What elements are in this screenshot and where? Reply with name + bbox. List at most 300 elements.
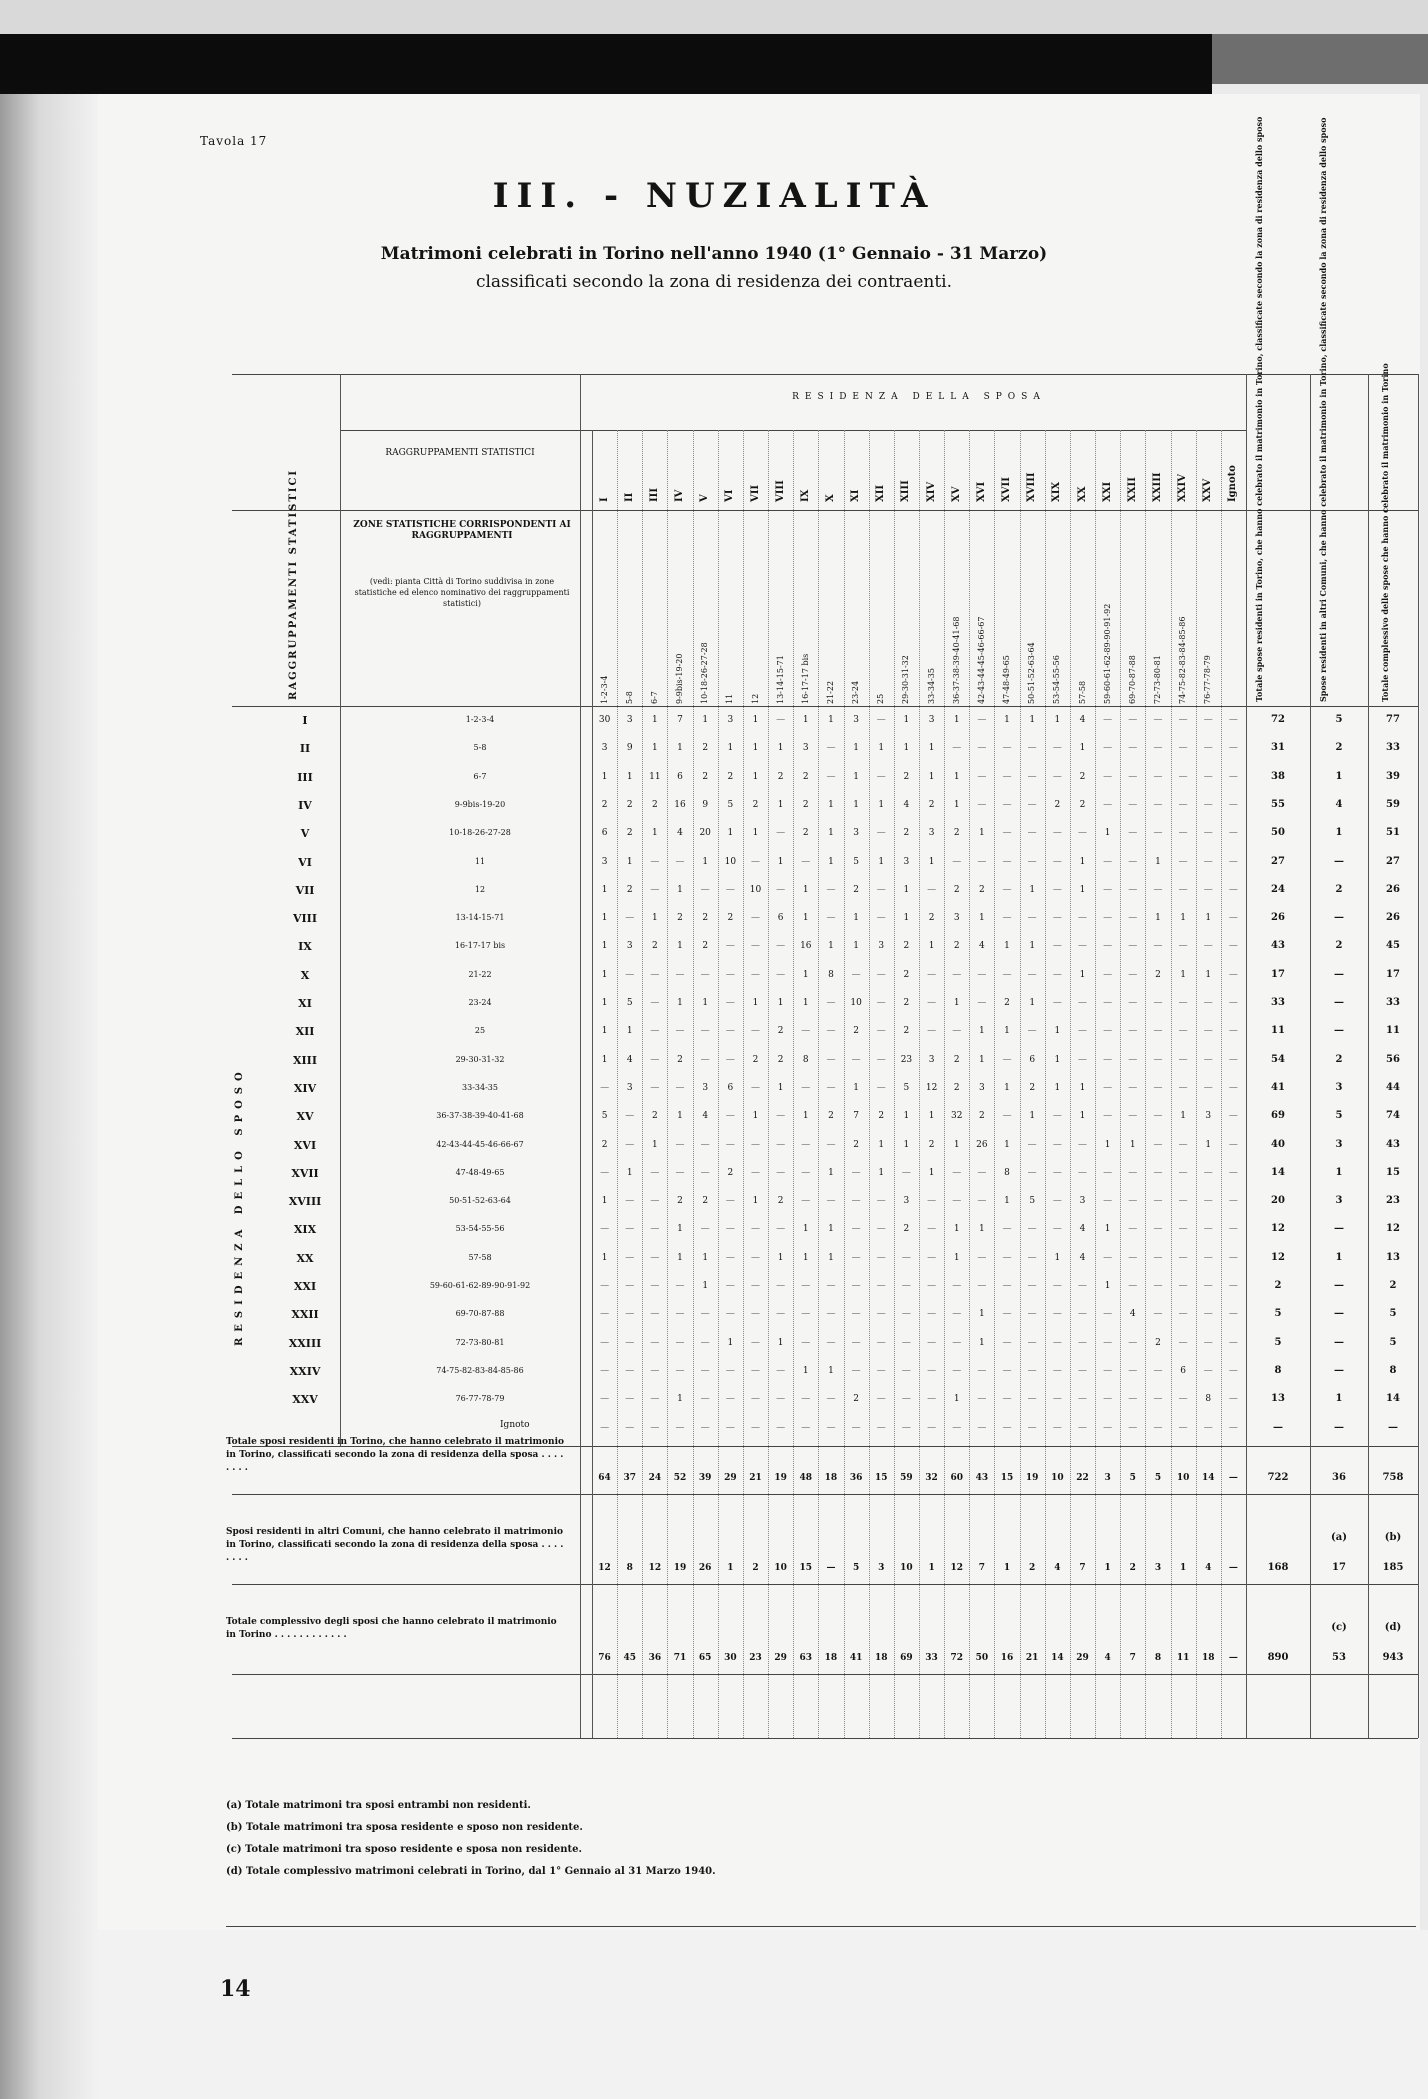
table-cell: — <box>1203 715 1213 725</box>
table-cell: — <box>600 1394 610 1405</box>
table-cell: — <box>1128 1054 1138 1065</box>
table-cell: — <box>876 1224 886 1235</box>
table-cell: 2 <box>928 1139 935 1150</box>
table-cell: 9 <box>626 743 633 754</box>
table-cell: — <box>952 1167 962 1178</box>
table-cell: 3 <box>928 1054 935 1065</box>
table-cell: 8 <box>802 1054 809 1065</box>
table-cell: — <box>851 1309 861 1320</box>
table-cell: — <box>826 1196 836 1207</box>
table-cell: — <box>851 1252 861 1263</box>
summary-cell: 59 <box>900 1473 913 1483</box>
scan-left-binding <box>0 94 98 2099</box>
table-cell: 2 <box>953 1082 960 1093</box>
summary-cell: 60 <box>950 1473 963 1483</box>
table-cell: 2 <box>953 941 960 952</box>
row-group-label: X <box>300 968 310 982</box>
table-cell: 1 <box>1180 1111 1186 1122</box>
table-cell: — <box>650 1281 660 1291</box>
col-zone-header: 6-7 <box>649 691 659 704</box>
table-cell: — <box>1027 1026 1037 1037</box>
table-rule-2 <box>232 706 1418 707</box>
summary-cell: 65 <box>698 1653 712 1663</box>
row-grand-total: 15 <box>1386 1166 1400 1178</box>
row-other-communes: — <box>1334 1364 1344 1376</box>
table-cell: 1 <box>677 1111 683 1122</box>
table-cell: — <box>952 1026 962 1037</box>
table-cell: 1 <box>953 1139 960 1150</box>
col-group-header: XII <box>875 484 887 502</box>
table-cell: 1 <box>1029 1111 1036 1122</box>
table-cell: — <box>1103 1422 1113 1433</box>
row-total-turin: 2 <box>1274 1280 1282 1291</box>
table-cell: 2 <box>903 941 910 952</box>
table-cell: 1 <box>1029 998 1036 1008</box>
row-other-communes: — <box>1334 1421 1344 1433</box>
table-cell: — <box>1002 1309 1012 1320</box>
table-cell: — <box>1103 1196 1113 1207</box>
table-cell: — <box>1228 884 1238 895</box>
table-cell: — <box>1178 1026 1188 1037</box>
table-col-line-total-1 <box>1310 374 1311 1738</box>
table-cell: 2 <box>802 771 809 782</box>
row-total-turin: 20 <box>1271 1195 1285 1207</box>
table-cell: — <box>1178 828 1188 839</box>
col-zone-header: 50-51-52-63-64 <box>1027 642 1037 704</box>
table-cell: — <box>851 1054 861 1065</box>
table-cell: — <box>901 1422 911 1433</box>
table-cell: — <box>1203 998 1213 1008</box>
table-cell: — <box>700 1054 710 1065</box>
table-cell: — <box>700 1394 710 1405</box>
row-group-label: VIII <box>293 912 317 926</box>
table-cell: — <box>625 1422 635 1433</box>
footnote: (c) Totale matrimoni tra sposo residente e sposa non residente. <box>226 1844 582 1855</box>
table-cell: — <box>977 1167 987 1178</box>
table-cell: — <box>725 1224 735 1235</box>
row-other-communes: — <box>1334 997 1344 1008</box>
table-cell: — <box>1178 1422 1188 1433</box>
table-cell: 3 <box>1079 1196 1086 1207</box>
table-cell: — <box>700 1224 710 1235</box>
row-other-communes: 4 <box>1335 798 1343 810</box>
table-cell: 10 <box>724 856 737 867</box>
table-cell: 1 <box>903 1111 910 1122</box>
table-col-line-total-0 <box>1246 374 1247 1738</box>
table-cell: — <box>1077 941 1087 952</box>
table-cell: 2 <box>1054 799 1061 810</box>
table-cell: — <box>650 1196 660 1207</box>
row-other-communes: 3 <box>1335 1138 1343 1150</box>
table-cell: — <box>1153 1309 1163 1320</box>
table-cell: — <box>1002 913 1012 924</box>
table-cell: — <box>851 1196 861 1207</box>
table-cell: — <box>625 1281 635 1291</box>
table-col-line-zones <box>580 374 581 1738</box>
table-cell: — <box>977 743 987 754</box>
table-cell: 1 <box>953 715 960 725</box>
plate-label: Tavola 17 <box>200 134 268 148</box>
table-cell: 2 <box>853 1394 859 1405</box>
col-zone-header: 57-58 <box>1077 680 1087 704</box>
table-cell: 2 <box>677 1054 683 1065</box>
page-title: III. - NUZIALITÀ <box>492 176 936 216</box>
table-cell: — <box>1052 1281 1062 1291</box>
table-cell: 16 <box>800 941 812 952</box>
table-rule-1 <box>232 510 1418 511</box>
row-total-turin: 40 <box>1271 1138 1285 1150</box>
row-other-communes: 1 <box>1335 1393 1343 1405</box>
table-cell: — <box>1103 771 1113 782</box>
table-cell: 1 <box>702 856 709 867</box>
table-cell: — <box>826 1139 836 1150</box>
table-cell: — <box>1052 1365 1062 1376</box>
summary-cell: 45 <box>623 1653 636 1663</box>
summary-cell: 12 <box>598 1563 611 1573</box>
table-cell: — <box>1178 1139 1188 1150</box>
row-grand-total: 13 <box>1386 1251 1400 1263</box>
table-cell: — <box>625 1196 635 1207</box>
table-cell: 1 <box>928 743 935 754</box>
table-cell: — <box>1027 828 1037 839</box>
table-cell: 2 <box>853 884 859 895</box>
row-zone-label: 47-48-49-65 <box>455 1167 505 1177</box>
col-zone-header: 36-37-38-39-40-41-68 <box>951 616 961 704</box>
table-cell: — <box>1052 1224 1062 1235</box>
col-zone-header: 74-75-82-83-84-85-86 <box>1178 616 1188 704</box>
summary-cell: 18 <box>824 1473 838 1483</box>
table-cell: — <box>1178 1281 1188 1291</box>
table-cell: — <box>1027 1281 1037 1291</box>
table-cell: — <box>625 1224 635 1235</box>
summary-cell: 37 <box>623 1473 636 1483</box>
table-cell: 23 <box>900 1054 913 1065</box>
table-cell: — <box>725 1252 735 1263</box>
table-col-line-total-3 <box>1418 374 1419 1738</box>
table-cell: 2 <box>727 771 734 782</box>
table-cell: 1 <box>1205 913 1212 924</box>
table-cell: 1 <box>953 1394 960 1405</box>
table-cell: — <box>1203 1224 1213 1235</box>
table-cell: 1 <box>1054 1026 1061 1037</box>
table-cell: 1 <box>1054 1054 1061 1065</box>
table-cell: 2 <box>1155 969 1161 980</box>
table-cell: 26 <box>976 1139 988 1150</box>
table-cell: 1 <box>802 998 809 1008</box>
summary-cell: 33 <box>925 1653 938 1663</box>
table-cell: — <box>1103 1026 1113 1037</box>
table-cell: 1 <box>1029 884 1036 895</box>
table-cell: 1 <box>677 1224 683 1235</box>
table-cell: 1 <box>1079 1082 1086 1093</box>
row-total-turin: 38 <box>1271 770 1285 782</box>
table-cell: 1 <box>1180 913 1186 924</box>
row-zone-label: 33-34-35 <box>462 1082 498 1092</box>
table-cell: 1 <box>953 799 960 810</box>
summary-other-communes: 17 <box>1332 1562 1346 1573</box>
table-cell: — <box>1052 1196 1062 1207</box>
table-cell: 1 <box>853 913 859 924</box>
table-cell: 2 <box>953 828 960 839</box>
table-cell: 6 <box>677 771 683 782</box>
table-cell: — <box>927 1224 937 1235</box>
table-cell: — <box>1228 1422 1238 1433</box>
table-cell: — <box>977 1196 987 1207</box>
row-total-turin: 27 <box>1271 855 1285 867</box>
table-cell: 2 <box>903 1224 910 1235</box>
table-cell: — <box>901 1309 911 1320</box>
row-other-communes: 1 <box>1335 1251 1343 1263</box>
table-cell: 2 <box>677 913 683 924</box>
table-cell: — <box>977 771 987 782</box>
table-cell: — <box>1103 941 1113 952</box>
table-cell: 3 <box>903 1196 910 1207</box>
table-cell: 3 <box>626 715 633 725</box>
table-cell: — <box>1128 1167 1138 1178</box>
table-cell: — <box>700 1422 710 1433</box>
table-cell: 1 <box>953 771 960 782</box>
table-cell: 1 <box>979 1309 985 1320</box>
col-zone-header: 11 <box>725 693 735 704</box>
table-cell: — <box>801 1196 811 1207</box>
row-total-turin: — <box>1273 1421 1283 1433</box>
table-cell: — <box>801 1026 811 1037</box>
col-group-header: X <box>824 494 836 502</box>
table-cell: — <box>1002 856 1012 867</box>
row-zone-label: 12 <box>474 884 486 894</box>
table-cell: — <box>1027 1139 1037 1150</box>
table-cell: — <box>1027 1337 1037 1348</box>
summary-cell: 1 <box>1104 1563 1111 1573</box>
table-cell: 1 <box>1054 1252 1061 1263</box>
summary-cell: 1 <box>727 1563 734 1573</box>
summary-cell: 1 <box>1003 1563 1011 1573</box>
table-cell: — <box>952 743 962 754</box>
summary-cell: 19 <box>774 1473 787 1483</box>
table-cell: 1 <box>652 743 658 754</box>
table-cell: — <box>876 913 886 924</box>
summary-cell: 2 <box>1029 1563 1036 1573</box>
table-cell: — <box>750 941 760 952</box>
ignoto-row-label: Ignoto <box>500 1419 530 1430</box>
table-cell: 1 <box>652 828 658 839</box>
table-cell: 2 <box>878 1111 885 1122</box>
table-cell: 5 <box>853 856 859 867</box>
summary-cell: 7 <box>978 1563 985 1573</box>
footnote: (a) Totale matrimoni tra sposi entrambi non residenti. <box>226 1800 531 1811</box>
table-cell: — <box>1178 1167 1188 1178</box>
table-cell: — <box>1052 1139 1062 1150</box>
col-zone-header: 9-9bis-19-20 <box>675 653 685 704</box>
table-cell: 1 <box>752 743 759 754</box>
row-grand-total: 8 <box>1389 1364 1397 1376</box>
table-cell: — <box>1228 1394 1238 1405</box>
table-cell: — <box>1052 1394 1062 1405</box>
table-cell: 1 <box>853 771 859 782</box>
table-cell: — <box>725 1054 735 1065</box>
row-other-communes: 2 <box>1335 883 1343 895</box>
table-cell: 1 <box>1054 1082 1061 1093</box>
table-cell: 12 <box>925 1082 938 1093</box>
row-total-turin: 72 <box>1271 714 1285 725</box>
table-cell: — <box>750 913 760 924</box>
summary-cell: — <box>826 1563 836 1573</box>
table-cell: — <box>1077 828 1087 839</box>
table-cell: — <box>675 969 685 980</box>
table-cell: 2 <box>677 1196 683 1207</box>
table-cell: — <box>977 969 987 980</box>
table-cell: — <box>851 1337 861 1348</box>
table-cell: 1 <box>777 1337 784 1348</box>
col-group-header: XXIV <box>1177 474 1189 502</box>
table-cell: — <box>801 1082 811 1093</box>
table-cell: — <box>1153 1196 1163 1207</box>
table-cell: — <box>1153 884 1163 895</box>
table-cell: — <box>1228 715 1238 725</box>
table-cell: 8 <box>1004 1167 1010 1178</box>
table-cell: — <box>1077 913 1087 924</box>
table-cell: — <box>1153 998 1163 1008</box>
table-cell: 8 <box>828 969 834 980</box>
table-cell: 1 <box>601 884 608 895</box>
col-zone-header: 12 <box>750 693 760 704</box>
table-cell: — <box>625 1252 635 1263</box>
table-cell: — <box>826 1422 836 1433</box>
table-cell: 1 <box>777 1082 784 1093</box>
row-zone-label: 29-30-31-32 <box>455 1054 505 1064</box>
table-cell: — <box>1052 913 1062 924</box>
table-cell: 1 <box>828 715 834 725</box>
table-cell: — <box>1027 1167 1037 1178</box>
table-cell: — <box>1228 1139 1238 1150</box>
table-cell: 2 <box>777 1026 784 1037</box>
table-cell: — <box>750 1309 760 1320</box>
row-zone-label: 25 <box>474 1026 486 1036</box>
table-cell: — <box>650 1252 660 1263</box>
row-zone-label: 74-75-82-83-84-85-86 <box>436 1365 524 1375</box>
summary-other-note: (c) <box>1331 1622 1347 1633</box>
table-cell: 1 <box>1205 1139 1212 1150</box>
row-group-label: XX <box>296 1251 314 1265</box>
table-cell: — <box>1027 1394 1037 1405</box>
col-group-header: XIV <box>925 481 937 502</box>
table-cell: — <box>1153 743 1163 754</box>
summary-cell: 14 <box>1051 1653 1064 1663</box>
table-cell: — <box>826 1337 836 1348</box>
row-other-communes: — <box>1334 912 1344 924</box>
table-cell: — <box>725 1281 735 1291</box>
table-cell: — <box>650 1082 660 1093</box>
table-cell: — <box>1002 1054 1012 1065</box>
table-cell: — <box>1002 828 1012 839</box>
table-cell: 2 <box>752 1054 759 1065</box>
table-cell: — <box>1052 1167 1062 1178</box>
table-cell: — <box>625 1111 635 1122</box>
table-cell: — <box>1178 1252 1188 1263</box>
table-cell: 1 <box>777 799 784 810</box>
table-cell: 3 <box>727 715 734 725</box>
col-group-header: XXII <box>1126 477 1138 502</box>
table-cell: — <box>826 1309 836 1320</box>
table-cell: — <box>927 884 937 895</box>
table-cell: 1 <box>828 828 834 839</box>
row-zone-label: 42-43-44-45-46-66-67 <box>436 1139 524 1149</box>
row-other-communes: — <box>1334 968 1344 980</box>
row-total-turin: 5 <box>1274 1336 1282 1348</box>
table-cell: — <box>1178 1394 1188 1405</box>
row-zone-label: 69-70-87-88 <box>455 1309 505 1319</box>
table-cell: 5 <box>1029 1196 1036 1207</box>
col-zone-header: 47-48-49-65 <box>1002 655 1012 704</box>
table-cell: — <box>901 1394 911 1405</box>
table-cell: — <box>700 1365 710 1376</box>
table-cell: — <box>725 1196 735 1207</box>
table-cell: 3 <box>878 941 885 952</box>
table-cell: — <box>1103 1337 1113 1348</box>
summary-other-note: (a) <box>1331 1532 1347 1543</box>
table-cell: — <box>826 998 836 1008</box>
table-cell: 3 <box>928 715 935 725</box>
table-cell: — <box>1178 856 1188 867</box>
summary-cell: 64 <box>598 1473 611 1483</box>
table-cell: — <box>1228 1111 1238 1122</box>
summary-cell: 18 <box>874 1653 888 1663</box>
table-cell: 1 <box>853 941 859 952</box>
row-zone-label: 1-2-3-4 <box>465 715 495 724</box>
summary-cell: 29 <box>724 1473 737 1483</box>
table-cell: — <box>1203 1337 1213 1348</box>
row-other-communes: 2 <box>1335 742 1343 754</box>
table-cell: 1 <box>1004 1196 1010 1207</box>
table-cell: — <box>801 1167 811 1178</box>
groom-residence-label: RESIDENZA DELLO SPOSO <box>234 1066 245 1346</box>
scan-top-band <box>0 0 1428 34</box>
table-cell: 3 <box>903 856 910 867</box>
table-cell: 1 <box>1054 715 1061 725</box>
table-cell: 2 <box>903 771 910 782</box>
table-cell: — <box>650 1026 660 1037</box>
groupings-vertical-label: RAGGRUPPAMENTI STATISTICI <box>288 468 299 700</box>
summary-cell: 1 <box>928 1563 935 1573</box>
table-cell: 1 <box>677 941 683 952</box>
table-cell: 4 <box>702 1111 709 1122</box>
summary-other-communes: 53 <box>1332 1652 1346 1663</box>
table-cell: — <box>927 1026 937 1037</box>
table-cell: 1 <box>727 828 734 839</box>
table-cell: — <box>750 1281 760 1291</box>
col-group-header: XVIII <box>1026 472 1038 502</box>
table-cell: — <box>927 1337 937 1348</box>
row-total-turin: 17 <box>1271 968 1285 980</box>
table-cell: 1 <box>1029 941 1036 952</box>
table-cell: 3 <box>802 743 809 754</box>
table-cell: — <box>876 828 886 839</box>
table-cell: — <box>1153 828 1163 839</box>
table-cell: — <box>1178 1054 1188 1065</box>
summary-cell: 15 <box>874 1473 888 1483</box>
table-cell: — <box>977 1394 987 1405</box>
table-cell: — <box>1027 969 1037 980</box>
summary-total-turin: 168 <box>1267 1562 1289 1573</box>
table-cell: — <box>1103 856 1113 867</box>
table-cell: — <box>876 715 886 725</box>
table-cell: 1 <box>777 1252 784 1263</box>
scan-grey-border <box>1212 34 1428 84</box>
table-cell: — <box>927 1281 937 1291</box>
table-cell: — <box>876 1252 886 1263</box>
row-total-turin: 12 <box>1271 1251 1285 1263</box>
col-zone-header: 25 <box>876 693 886 704</box>
